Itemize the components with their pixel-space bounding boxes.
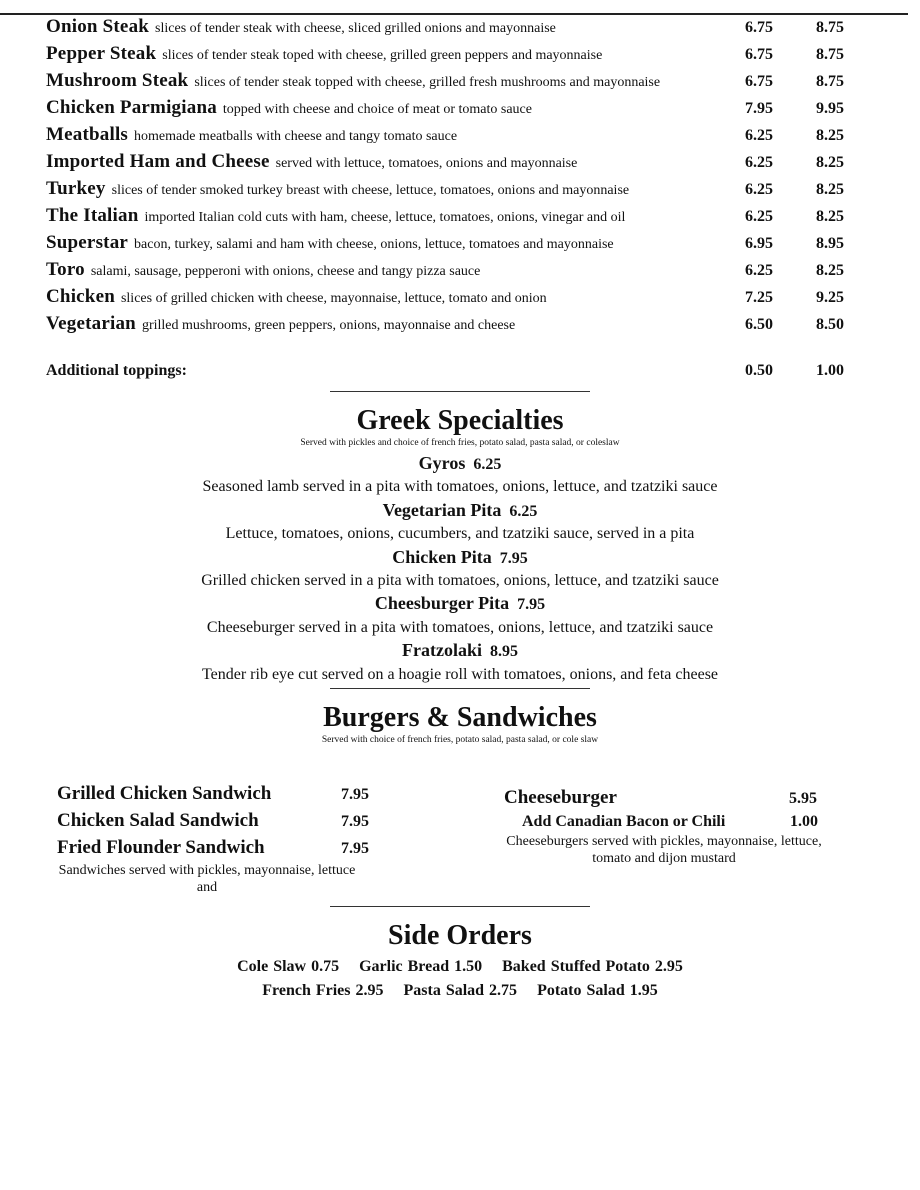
menu-item	[57, 783, 387, 810]
item-name: Fratzolaki	[402, 640, 482, 661]
price-large: 8.95	[816, 235, 844, 252]
price-large: 8.25	[816, 127, 844, 144]
addon-price: 1.00	[790, 813, 818, 830]
toppings-price-small: 0.50	[745, 362, 773, 379]
section-title: Greek Specialties	[356, 405, 564, 436]
addon-item	[504, 811, 834, 833]
price-large: 8.75	[816, 46, 844, 63]
side-item: Cole Slaw 0.75	[237, 958, 340, 975]
item-description: bacon, turkey, salami and ham with cheese, onions, lettuce, tomatoes and mayonnaise	[134, 237, 614, 252]
menu-item	[0, 499, 920, 523]
item-description: slices of tender steak toped with cheese, grilled green peppers and mayonnaise	[162, 48, 603, 63]
price-small: 6.25	[745, 181, 773, 198]
item-description: Cheeseburger served in a pita with tomatoes, onions, lettuce, and tzatziki sauce	[206, 618, 714, 636]
price-small: 6.50	[745, 316, 773, 333]
item-description: slices of tender steak topped with cheese, grilled fresh mushrooms and mayonnaise	[194, 75, 661, 90]
side-item: Potato Salad 1.95	[537, 982, 658, 999]
item-description: Lettuce, tomatoes, onions, cucumbers, and tzatziki sauce, served in a pita	[225, 525, 695, 543]
section-divider	[330, 906, 590, 907]
item-name: Chicken Parmigiana	[46, 97, 217, 118]
menu-item	[0, 639, 920, 663]
subs-list	[46, 14, 876, 338]
price-small: 6.75	[745, 19, 773, 36]
item-price: 7.95	[517, 596, 546, 614]
item-name: The Italian	[46, 205, 139, 226]
menu-row	[46, 257, 876, 284]
menu-item	[0, 452, 920, 476]
item-price: 7.95	[341, 813, 369, 830]
item-name: Gyros	[418, 453, 466, 473]
item-description: homemade meatballs with cheese and tangy tomato sauce	[134, 129, 458, 144]
sides-row	[0, 955, 920, 979]
menu-row	[46, 68, 876, 95]
section-note: Served with choice of french fries, potato salad, pasta salad, or cole slaw	[321, 735, 599, 745]
menu-row	[46, 149, 876, 176]
menu-row	[46, 41, 876, 68]
item-name: Cheeseburger	[504, 787, 617, 808]
section-title: Side Orders	[388, 920, 532, 951]
addon-name: Add Canadian Bacon or Chili	[522, 813, 726, 830]
side-orders-section	[0, 920, 920, 1003]
cheeseburger-note: Cheeseburgers served with pickles, mayonnaise, lettuce, tomato and dijon mustard	[506, 834, 822, 866]
price-small: 6.25	[745, 154, 773, 171]
menu-row	[46, 176, 876, 203]
menu-row	[46, 14, 876, 41]
item-description: salami, sausage, pepperoni with onions, cheese and tangy pizza sauce	[90, 264, 481, 279]
item-name: Superstar	[46, 232, 129, 253]
side-item: French Fries 2.95	[262, 982, 384, 999]
item-name: Grilled Chicken Sandwich	[57, 783, 272, 804]
price-large: 8.75	[816, 19, 844, 36]
section-divider	[330, 391, 590, 392]
item-description: Tender rib eye cut served on a hoagie roll with tomatoes, onions, and feta cheese	[201, 665, 719, 683]
item-name: Chicken Pita	[392, 546, 492, 567]
item-price: 6.25	[509, 502, 538, 520]
item-name: Cheesburger Pita	[374, 593, 510, 614]
item-name: Mushroom Steak	[46, 70, 189, 91]
item-description: Seasoned lamb served in a pita with tomatoes, onions, lettuce, and tzatziki sauce	[202, 478, 718, 496]
item-price: 7.95	[341, 786, 369, 803]
price-small: 6.75	[745, 46, 773, 63]
item-name: Turkey	[46, 178, 106, 199]
section-note: Served with pickles and choice of french fries, potato salad, pasta salad, or coleslaw	[300, 438, 620, 448]
menu-item	[0, 592, 920, 616]
price-large: 8.25	[816, 181, 844, 198]
item-price: 5.95	[789, 790, 817, 807]
additional-toppings-row	[46, 360, 876, 384]
side-item: Baked Stuffed Potato 2.95	[502, 958, 683, 975]
menu-item	[57, 810, 387, 837]
menu-item	[0, 546, 920, 570]
greek-specialties-section	[0, 405, 920, 686]
item-description: slices of tender smoked turkey breast with cheese, lettuce, tomatoes, onions and mayonnaise	[111, 183, 630, 198]
sandwiches-column	[57, 783, 387, 896]
section-title: Burgers & Sandwiches	[323, 702, 597, 733]
cheeseburger-column	[504, 787, 834, 867]
menu-row	[46, 203, 876, 230]
item-description: grilled mushrooms, green peppers, onions, mayonnaise and cheese	[141, 318, 516, 333]
item-name: Meatballs	[46, 124, 129, 145]
side-item: Garlic Bread 1.50	[359, 958, 483, 975]
menu-row	[46, 311, 876, 338]
item-description: slices of grilled chicken with cheese, mayonnaise, lettuce, tomato and onion	[120, 291, 547, 306]
item-name: Pepper Steak	[46, 43, 157, 64]
menu-row	[46, 95, 876, 122]
price-small: 6.25	[745, 208, 773, 225]
item-price: 7.95	[499, 549, 528, 567]
price-large: 8.25	[816, 208, 844, 225]
price-small: 6.25	[745, 127, 773, 144]
price-small: 6.95	[745, 235, 773, 252]
item-description: slices of tender steak with cheese, sliced grilled onions and mayonnaise	[155, 21, 556, 36]
item-name: Vegetarian Pita	[382, 499, 502, 520]
sides-row	[0, 979, 920, 1003]
item-price: 6.25	[473, 456, 502, 473]
price-large: 8.50	[816, 316, 844, 333]
menu-row	[46, 122, 876, 149]
price-large: 8.75	[816, 73, 844, 90]
item-name: Onion Steak	[46, 16, 150, 37]
item-price: 8.95	[489, 643, 518, 661]
menu-row	[46, 230, 876, 257]
toppings-label: Additional toppings:	[46, 362, 187, 379]
menu-item	[57, 837, 387, 864]
sandwich-note: Sandwiches served with pickles, mayonnaise, lettuce and	[58, 863, 356, 895]
item-description: served with lettuce, tomatoes, onions and mayonnaise	[275, 156, 578, 171]
price-large: 9.95	[816, 100, 844, 117]
item-name: Chicken	[46, 286, 115, 307]
item-name: Vegetarian	[46, 313, 136, 334]
burgers-section-header	[0, 702, 920, 745]
item-name: Fried Flounder Sandwich	[57, 837, 265, 858]
price-small: 6.75	[745, 73, 773, 90]
price-large: 9.25	[816, 289, 844, 306]
item-name: Toro	[46, 259, 85, 280]
item-description: imported Italian cold cuts with ham, cheese, lettuce, tomatoes, onions, vinegar and oil	[144, 210, 626, 225]
item-description: Grilled chicken served in a pita with tomatoes, onions, lettuce, and tzatziki sauce	[201, 572, 719, 590]
price-small: 7.95	[745, 100, 773, 117]
section-divider	[330, 688, 590, 689]
price-small: 7.25	[745, 289, 773, 306]
item-name: Imported Ham and Cheese	[46, 151, 270, 172]
price-small: 6.25	[745, 262, 773, 279]
side-item: Pasta Salad 2.75	[403, 982, 518, 999]
item-price: 7.95	[341, 840, 369, 857]
menu-item	[504, 787, 834, 811]
item-name: Chicken Salad Sandwich	[57, 810, 259, 831]
toppings-price-large: 1.00	[816, 362, 844, 379]
price-large: 8.25	[816, 154, 844, 171]
price-large: 8.25	[816, 262, 844, 279]
item-description: topped with cheese and choice of meat or tomato sauce	[222, 102, 532, 117]
menu-row	[46, 284, 876, 311]
